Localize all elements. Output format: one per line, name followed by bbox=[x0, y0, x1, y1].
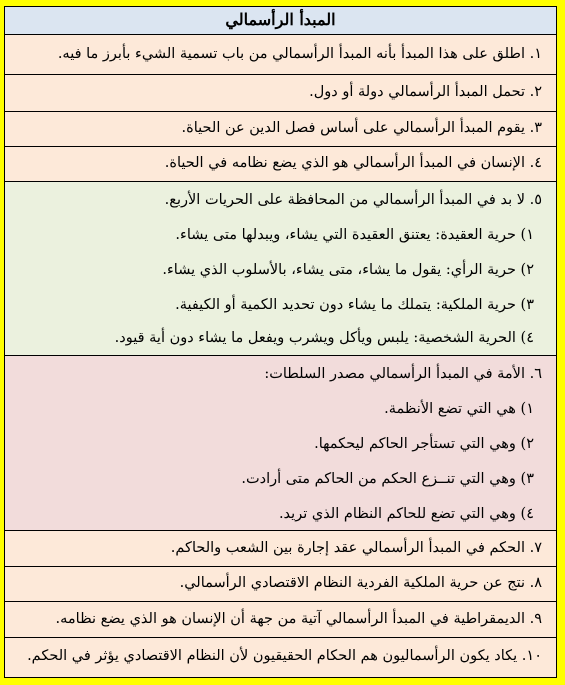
nation-heading: ٦. الأمة في المبدأ الرأسمالي مصدر السلطات: bbox=[264, 366, 542, 382]
item-9 bbox=[5, 602, 556, 638]
item-6-nation bbox=[5, 356, 556, 531]
nation-point: ١) هي التي تضع الأنظمة. bbox=[384, 401, 534, 417]
freedom-point: ٣) حرية الملكية: يتملك ما يشاء دون تحديد الكمية أو الكيفية. bbox=[175, 297, 534, 313]
item-1-text: ١. اطلق على هذا المبدأ بأنه المبدأ الرأسمالي من باب تسمية الشيء بأبرز ما فيه. bbox=[57, 46, 542, 62]
item-4 bbox=[5, 147, 556, 182]
item-4-text: ٤. الإنسان في المبدأ الرأسمالي هو الذي يضع نظامه في الحياة. bbox=[164, 155, 542, 171]
nation-point: ٣) وهي التي تنــزع الحكم من الحاكم متى أرادت. bbox=[241, 471, 534, 487]
item-3 bbox=[5, 112, 556, 147]
table-title: المبدأ الرأسمالي bbox=[5, 7, 556, 35]
item-7 bbox=[5, 531, 556, 567]
freedom-point: ٤) الحرية الشخصية: يلبس ويأكل ويشرب ويفعل ما يشاء دون أية قيود. bbox=[114, 330, 534, 346]
freedom-point: ١) حرية العقيدة: يعتنق العقيدة التي يشاء، ويبدلها متى يشاء. bbox=[175, 227, 534, 243]
item-5-freedoms bbox=[5, 182, 556, 356]
nation-point: ٢) وهي التي تستأجر الحاكم ليحكمها. bbox=[314, 436, 534, 452]
item-7-text: ٧. الحكم في المبدأ الرأسمالي عقد إجارة بين الشعب والحاكم. bbox=[170, 540, 542, 556]
item-3-text: ٣. يقوم المبدأ الرأسمالي على أساس فصل الدين عن الحياة. bbox=[181, 120, 542, 136]
item-2 bbox=[5, 75, 556, 112]
item-10-text: ١٠. يكاد يكون الرأسماليون هم الحكام الحقيقيون لأن النظام الاقتصادي يؤثر في الحكم. bbox=[27, 648, 542, 664]
principles-table bbox=[4, 6, 557, 678]
freedom-point: ٢) حرية الرأي: يقول ما يشاء، متى يشاء، بالأسلوب الذي يشاء. bbox=[162, 262, 534, 278]
item-1 bbox=[5, 35, 556, 75]
freedoms-heading: ٥. لا بد في المبدأ الرأسمالي من المحافظة على الحريات الأربع. bbox=[164, 192, 542, 208]
item-10 bbox=[5, 638, 556, 677]
item-8-text: ٨. نتج عن حرية الملكية الفردية النظام الاقتصادي الرأسمالي. bbox=[179, 575, 542, 591]
item-8 bbox=[5, 567, 556, 602]
nation-point: ٤) وهي التي تضع للحاكم النظام الذي تريد. bbox=[278, 506, 534, 522]
item-9-text: ٩. الديمقراطية في المبدأ الرأسمالي آتية من جهة أن الإنسان هو الذي يضع نظامه. bbox=[55, 611, 542, 627]
item-2-text: ٢. تحمل المبدأ الرأسمالي دولة أو دول. bbox=[309, 84, 542, 100]
